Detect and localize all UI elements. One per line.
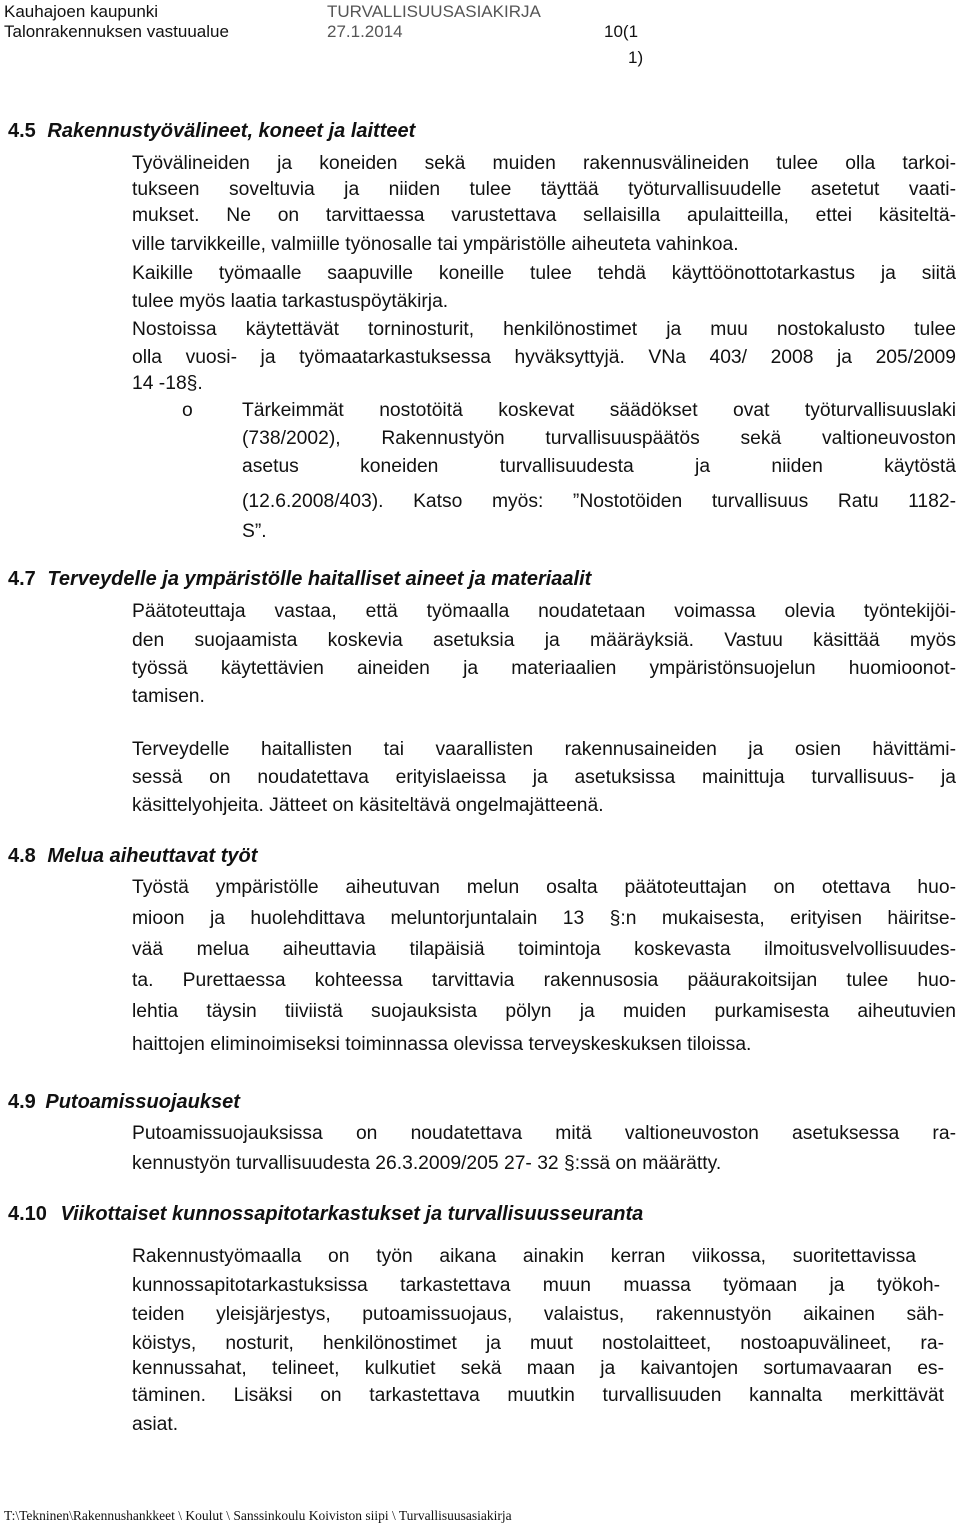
section-heading-4-8: [8, 843, 257, 869]
paragraph-line: mukset. Ne on tarvittaessa varustettava sellaisilla apulaitteilla, ettei käsiteltä-: [132, 205, 956, 226]
paragraph-line: haittojen eliminoimiseksi toiminnassa olevissa terveyskeskuksen tiloissa.: [132, 1034, 752, 1055]
paragraph-line: asiat.: [132, 1414, 179, 1435]
paragraph-line: sessä on noudatettava erityislaeissa ja asetuksissa mainittuja turvallisuus- ja: [132, 767, 956, 788]
paragraph-line: kennussahat, telineet, kulkutiet sekä maan ja kaivantojen sortumavaaran es-: [132, 1358, 944, 1379]
header-page-number-cont: 1): [628, 48, 644, 67]
paragraph-line: teiden yleisjärjestys, putoamissuojaus, valaistus, rakennustyön aikainen säh-: [132, 1304, 944, 1325]
paragraph-line: käsittelyohjeita. Jätteet on käsiteltävä ongelmajätteenä.: [132, 795, 604, 816]
paragraph-line: tulee myös laatia tarkastuspöytäkirja.: [132, 291, 449, 312]
bullet-line: (12.6.2008/403). Katso myös: ”Nostotöiden turvallisuus Ratu 1182-: [242, 491, 956, 512]
section-heading-4-7: [8, 566, 591, 592]
paragraph-line: Kaikille työmaalle saapuville koneille tulee tehdä käyttöönottotarkastus ja siitä: [132, 263, 956, 284]
header-org-line2: Talonrakennuksen vastuualue: [4, 22, 229, 41]
section-number: 4.7: [8, 568, 36, 590]
bullet-line: Tärkeimmät nostotöitä koskevat säädökset ovat työturvallisuuslaki: [242, 400, 956, 421]
section-number: 4.5: [8, 120, 36, 142]
paragraph-line: täminen. Lisäksi on tarkastettava muutkin turvallisuuden kannalta merkittävät: [132, 1385, 944, 1406]
paragraph-line: vää melua aiheuttavia tilapäisiä toimintoja koskevasta ilmoitusvelvollisuudes-: [132, 939, 956, 960]
paragraph-line: mioon ja huolehdittava meluntorjuntalain 13 §:n mukaisesta, erityisen häiritse-: [132, 908, 956, 929]
section-number: 4.10: [8, 1203, 47, 1225]
section-title: Melua aiheuttavat työt: [47, 845, 258, 867]
section-number: 4.8: [8, 845, 36, 867]
header-date: 27.1.2014: [327, 22, 403, 41]
paragraph-line: Terveydelle haitallisten tai vaarallisten rakennusaineiden ja osien hävittämi-: [132, 739, 956, 760]
paragraph-line: tukseen soveltuvia ja niiden tulee täyttää työturvallisuudelle asetetut vaati-: [132, 179, 956, 200]
paragraph-line: ville tarvikkeille, valmiille työnosalle tai ympäristölle aiheuteta vahinkoa.: [132, 234, 739, 255]
paragraph-line: Työvälineiden ja koneiden sekä muiden rakennusvälineiden tulee olla tarkoi-: [132, 153, 956, 174]
bullet-marker: o: [182, 400, 193, 421]
paragraph-line: Putoamissuojauksissa on noudatettava mitä valtioneuvoston asetuksessa ra-: [132, 1123, 956, 1144]
header-org-line1: Kauhajoen kaupunki: [4, 2, 159, 21]
paragraph-line: olla vuosi- ja työmaatarkastuksessa hyväksyttyjä. VNa 403/ 2008 ja 205/2009: [132, 347, 956, 368]
footer-file-path: T:\Tekninen\Rakennushankkeet \ Koulut \ Sanssinkoulu Koiviston siipi \ Turvallisuusasiakirja: [4, 1508, 512, 1523]
paragraph-line: Työstä ympäristölle aiheutuvan melun osalta päätoteuttajan on otettava huo-: [132, 877, 956, 898]
section-heading-4-5: [8, 118, 415, 144]
bullet-line: (738/2002), Rakennustyön turvallisuuspäätös sekä valtioneuvoston: [242, 428, 956, 449]
section-title: Putoamissuojaukset: [45, 1091, 240, 1113]
paragraph-line: tamisen.: [132, 686, 205, 707]
paragraph-line: 14 -18§.: [132, 373, 203, 394]
section-heading-4-9: [8, 1089, 240, 1115]
section-number: 4.9: [8, 1091, 36, 1113]
paragraph-line: Nostoissa käytettävät torninosturit, henkilönostimet ja muu nostokalusto tulee: [132, 319, 956, 340]
paragraph-line: lehtia täysin tiiviistä suojauksista pölyn ja muiden purkamisesta aiheutuvien: [132, 1001, 956, 1022]
section-title: Terveydelle ja ympäristölle haitalliset aineet ja materiaalit: [47, 568, 592, 590]
paragraph-line: kennustyön turvallisuudesta 26.3.2009/205 27- 32 §:ssä on määrätty.: [132, 1153, 722, 1174]
paragraph-line: Rakennustyömaalla on työn aikana ainakin kerran viikossa, suoritettavissa: [132, 1246, 916, 1267]
bullet-line: asetus koneiden turvallisuudesta ja niiden käytöstä: [242, 456, 956, 477]
paragraph-line: kunnossapitotarkastuksissa tarkastettava muun muassa työmaan ja työkoh-: [132, 1275, 940, 1296]
section-heading-4-10: [8, 1201, 643, 1227]
paragraph-line: työssä käytettävien aineiden ja materiaalien ympäristönsuojelun huomioonot-: [132, 658, 956, 679]
section-title: Viikottaiset kunnossapitotarkastukset ja turvallisuusseuranta: [60, 1203, 644, 1225]
bullet-line: S”.: [242, 521, 267, 542]
paragraph-line: ta. Purettaessa kohteessa tarvittavia rakennusosia pääurakoitsijan tulee huo-: [132, 970, 956, 991]
section-title: Rakennustyövälineet, koneet ja laitteet: [47, 120, 416, 142]
paragraph-line: den suojaamista koskevia asetuksia ja määräyksiä. Vastuu käsittää myös: [132, 630, 956, 651]
header-page-number: 10(1: [604, 22, 639, 41]
header-doc-type: TURVALLISUUSASIAKIRJA: [327, 2, 541, 21]
paragraph-line: Päätoteuttaja vastaa, että työmaalla noudatetaan voimassa olevia työntekijöi-: [132, 601, 956, 622]
paragraph-line: köistys, nosturit, henkilönostimet ja muut nostolaitteet, nostoapuvälineet, ra-: [132, 1333, 944, 1354]
